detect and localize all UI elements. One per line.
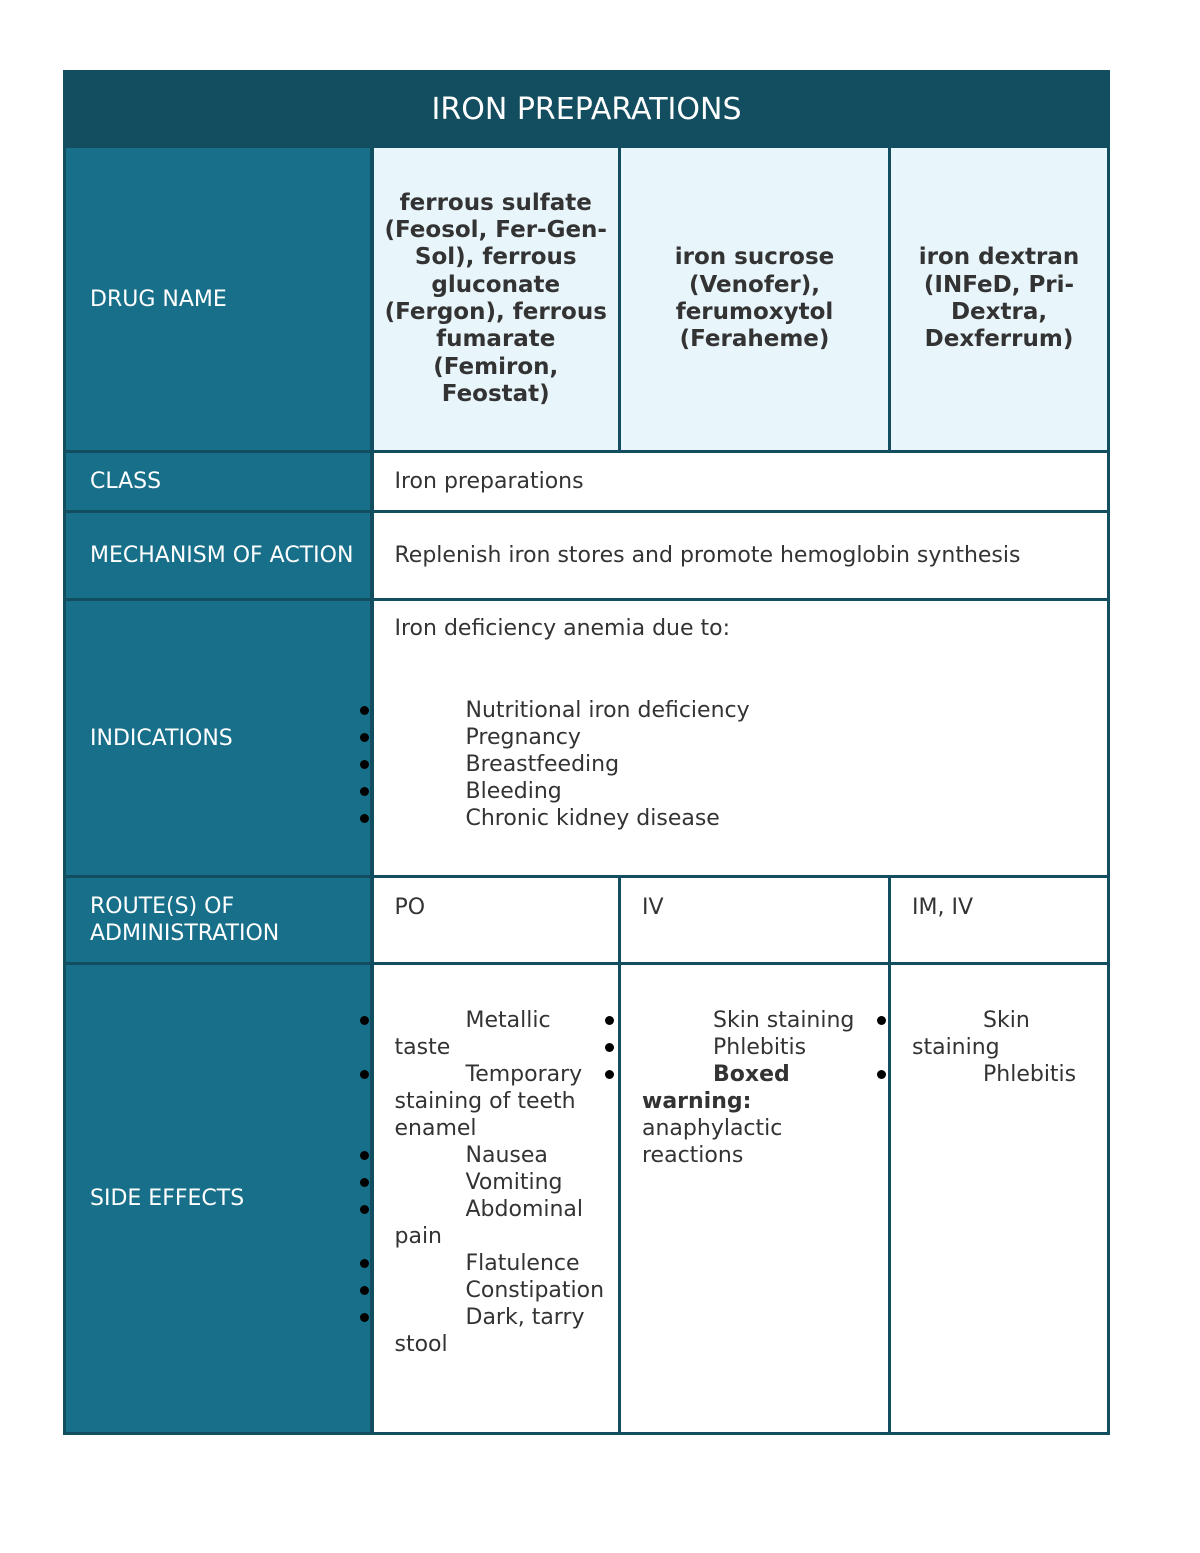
- table-title: IRON PREPARATIONS: [65, 72, 1109, 147]
- indications-row: [65, 600, 1109, 877]
- side-effects-list-oral: [395, 1007, 609, 1358]
- indications-cell: [372, 600, 1109, 877]
- boxed-warning-label: Boxed warning:: [642, 1062, 790, 1114]
- side-effects-iv: [620, 964, 890, 1434]
- list-item: Phlebitis: [912, 1061, 1097, 1088]
- list-item: Nutritional iron deficiency: [395, 697, 1098, 724]
- drug-name-row: [65, 147, 1109, 452]
- drug-name-iv: iron sucrose (Venofer), ferumoxytol (Feraheme): [620, 147, 890, 452]
- side-effects-row: [65, 964, 1109, 1434]
- side-effects-label: SIDE EFFECTS: [65, 964, 372, 1434]
- boxed-warning-text: anaphylactic reactions: [642, 1116, 783, 1168]
- side-effects-oral: [372, 964, 620, 1434]
- indications-intro: Iron deficiency anemia due to:: [394, 616, 731, 641]
- list-item: Metallic taste: [395, 1007, 609, 1061]
- list-item: Pregnancy: [395, 724, 1098, 751]
- list-item: Chronic kidney disease: [395, 805, 1098, 832]
- routes-label: ROUTE(S) OF ADMINISTRATION: [65, 877, 372, 964]
- drug-name-label: DRUG NAME: [65, 147, 372, 452]
- side-effects-list-iv: [642, 1007, 878, 1169]
- routes-row: [65, 877, 1109, 964]
- mechanism-value: Replenish iron stores and promote hemoglobin synthesis: [372, 512, 1109, 600]
- indications-label: INDICATIONS: [65, 600, 372, 877]
- list-item: Temporary staining of teeth enamel: [395, 1061, 609, 1142]
- route-dextran: IM, IV: [890, 877, 1109, 964]
- list-item: Phlebitis: [642, 1034, 878, 1061]
- list-item: Dark, tarry stool: [395, 1304, 609, 1358]
- drug-name-oral: ferrous sulfate (Feosol, Fer-Gen-Sol), ferrous gluconate (Fergon), ferrous fumarate (Femiron, Feostat): [372, 147, 620, 452]
- indications-list: [395, 697, 1098, 832]
- mechanism-label: MECHANISM OF ACTION: [65, 512, 372, 600]
- drug-name-dextran: iron dextran (INFeD, Pri-Dextra, Dexferrum): [890, 147, 1109, 452]
- iron-preparations-table: [63, 70, 1110, 1435]
- route-iv: IV: [620, 877, 890, 964]
- list-item: Bleeding: [395, 778, 1098, 805]
- class-value: Iron preparations: [372, 452, 1109, 512]
- side-effects-list-dextran: [912, 1007, 1097, 1088]
- list-item: Skin staining: [642, 1007, 878, 1034]
- side-effects-dextran: [890, 964, 1109, 1434]
- list-item: Constipation: [395, 1277, 609, 1304]
- mechanism-row: [65, 512, 1109, 600]
- list-item: Skin staining: [912, 1007, 1097, 1061]
- list-item: Nausea: [395, 1142, 609, 1169]
- route-oral: PO: [372, 877, 620, 964]
- list-item: Breastfeeding: [395, 751, 1098, 778]
- class-label: CLASS: [65, 452, 372, 512]
- list-item: Abdominal pain: [395, 1196, 609, 1250]
- class-row: [65, 452, 1109, 512]
- list-item: [642, 1061, 878, 1169]
- list-item: Vomiting: [395, 1169, 609, 1196]
- list-item: Flatulence: [395, 1250, 609, 1277]
